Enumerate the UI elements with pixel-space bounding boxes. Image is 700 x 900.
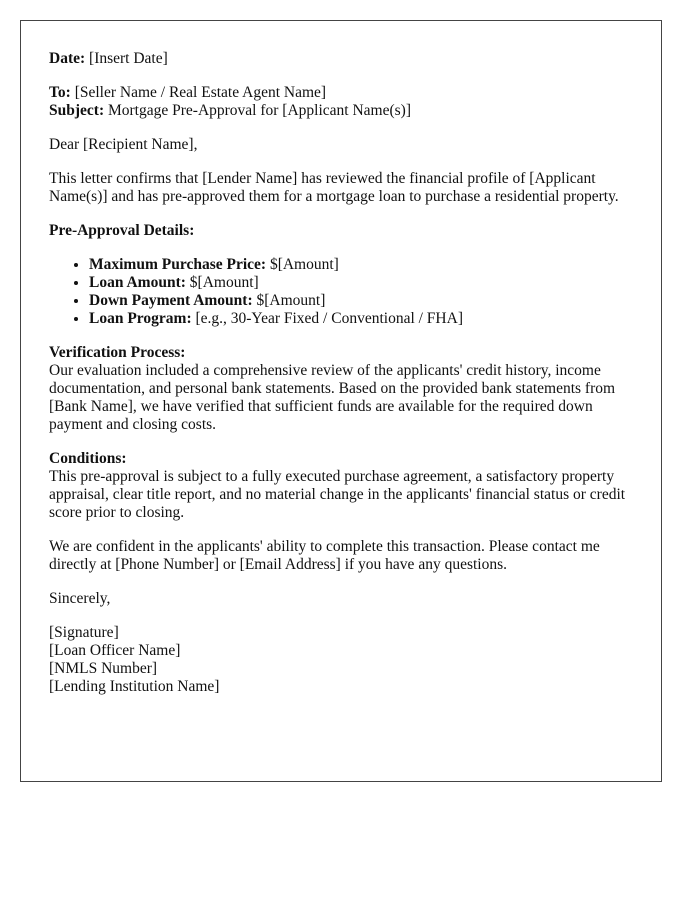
subject-line — [49, 102, 633, 120]
date-label: Date: — [49, 50, 86, 67]
subject-value: Mortgage Pre-Approval for [Applicant Name(s)] — [104, 102, 411, 119]
loan-officer-name: [Loan Officer Name] — [49, 642, 181, 659]
details-item-down-payment — [89, 292, 633, 310]
details-item-label: Down Payment Amount: — [89, 292, 253, 309]
details-item-label: Loan Program: — [89, 310, 192, 327]
closing-paragraph: We are confident in the applicants' ability to complete this transaction. Please contact me directly at [Phone Number] or [Email Address] if you have any questions. — [49, 538, 600, 573]
date-line — [49, 50, 633, 68]
details-item-value: $[Amount] — [185, 274, 259, 291]
verification-section — [49, 344, 633, 434]
verification-body: Our evaluation included a comprehensive review of the applicants' credit history, income documentation, and personal bank statements. Based on the provided bank statements from [Bank Name], we have verified that sufficient funds are available for the required down payment and closing costs. — [49, 362, 616, 433]
intro-paragraph: This letter confirms that [Lender Name] has reviewed the financial profile of [Applicant Name(s)] and has pre-approved them for a mortgage loan to purchase a residential property. — [49, 170, 619, 205]
details-list — [49, 256, 633, 328]
conditions-heading: Conditions: — [49, 450, 127, 467]
signoff: Sincerely, — [49, 590, 111, 607]
details-item-value: $[Amount] — [266, 256, 339, 273]
nmls-number: [NMLS Number] — [49, 660, 158, 677]
details-item-label: Maximum Purchase Price: — [89, 256, 267, 273]
details-item-value: $[Amount] — [252, 292, 326, 309]
lending-institution-name: [Lending Institution Name] — [49, 678, 220, 695]
verification-heading: Verification Process: — [49, 344, 186, 361]
to-line — [49, 84, 633, 102]
to-value: [Seller Name / Real Estate Agent Name] — [70, 84, 327, 101]
letter-document — [20, 20, 662, 782]
conditions-section — [49, 450, 633, 522]
details-heading: Pre-Approval Details: — [49, 222, 195, 239]
signature-block — [49, 624, 633, 696]
salutation: Dear [Recipient Name], — [49, 136, 198, 153]
details-item-max-price — [89, 256, 633, 274]
signature-line: [Signature] — [49, 624, 119, 641]
details-item-loan-program — [89, 310, 633, 328]
subject-label: Subject: — [49, 102, 105, 119]
to-label: To: — [49, 84, 71, 101]
date-value: [Insert Date] — [85, 50, 168, 67]
details-item-value: [e.g., 30-Year Fixed / Conventional / FHA] — [191, 310, 463, 327]
details-item-label: Loan Amount: — [89, 274, 186, 291]
conditions-body: This pre-approval is subject to a fully executed purchase agreement, a satisfactory property appraisal, clear title report, and no material change in the applicants' financial status or credit score prior to closing. — [49, 468, 626, 521]
details-item-loan-amount — [89, 274, 633, 292]
recipient-block — [49, 84, 633, 120]
